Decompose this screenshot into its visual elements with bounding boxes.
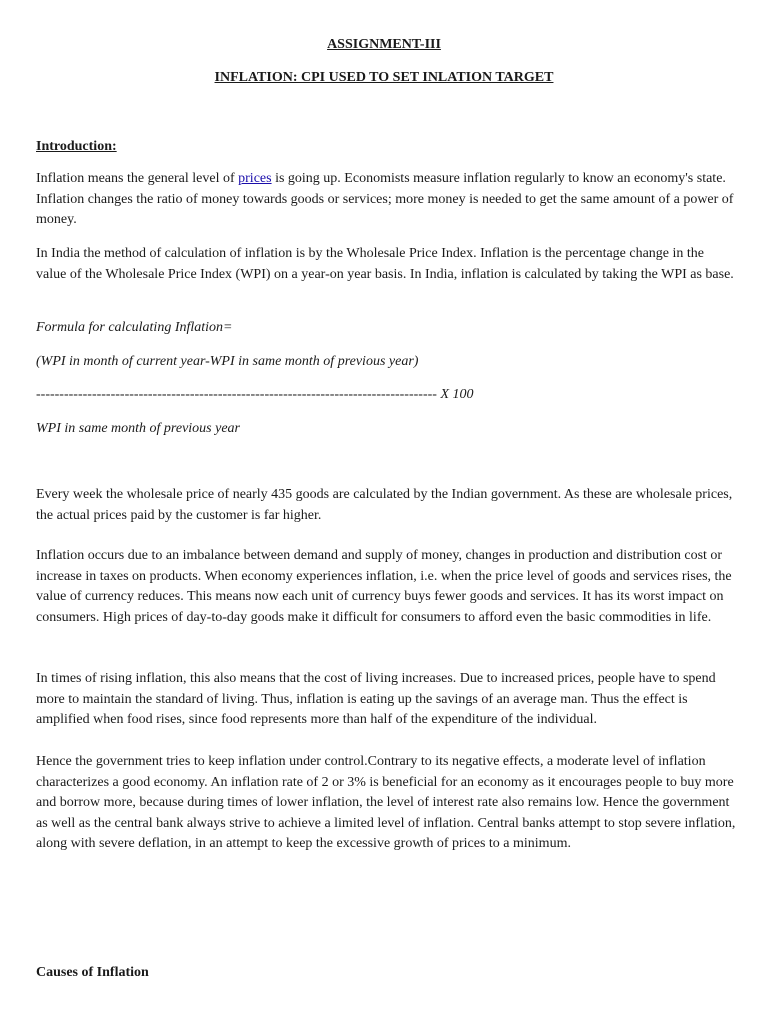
prices-link[interactable]: prices (238, 171, 272, 186)
paragraph-india-method: In India the method of calculation of inflation is by the Wholesale Price Index. Inflation is the percentage change in the value of the Wholesale Price Index (WPI) on a year-on year basis. In India, inflation is calculated by taking the WPI as base. (36, 246, 734, 282)
formula-numerator: (WPI in month of current year-WPI in same month of previous year) (36, 354, 419, 369)
formula-label: Formula for calculating Inflation= (36, 320, 233, 335)
paragraph-government-control: Hence the government tries to keep inflation under control.Contrary to its negative effects, a moderate level of inflation characterizes a good economy. An inflation rate of 2 or 3% is beneficial for an economy as it encourages people to buy more and borrow more, because during times of lower inflation, the level of interest rate also remains low. Hence the government as well as the central bank always strive to achieve a limited level of inflation. Central banks attempt to stop severe inflation, along with severe deflation, in an attempt to keep the excessive growth of prices to a minimum. (36, 754, 736, 851)
paragraph-text: is going up. Economists measure inflation regularly to know an economy's state. Inflation changes the ratio of money towards goods or services; more money is needed to get the same amount of a power of money. (36, 171, 734, 227)
introduction-heading: Introduction: (36, 139, 117, 154)
paragraph-weekly-prices: Every week the wholesale price of nearly 435 goods are calculated by the Indian government. As these are wholesale prices, the actual prices paid by the customer is far higher. (36, 487, 733, 523)
formula-denominator: WPI in same month of previous year (36, 421, 240, 436)
paragraph-cost-of-living: In times of rising inflation, this also means that the cost of living increases. Due to increased prices, people have to spend more to maintain the standard of living. Thus, inflation is eating up the savings of an average man. Thus the effect is amplified when food rises, since food represents more than half of the expenditure of the individual. (36, 671, 716, 727)
document-subtitle: INFLATION: CPI USED TO SET INLATION TARGET (214, 70, 554, 85)
assignment-title: ASSIGNMENT-III (327, 37, 441, 52)
paragraph-text: Inflation means the general level of (36, 171, 239, 186)
causes-heading: Causes of Inflation (36, 965, 149, 980)
paragraph-inflation-definition (36, 169, 736, 231)
paragraph-inflation-causes: Inflation occurs due to an imbalance between demand and supply of money, changes in production and distribution cost or increase in taxes on products. When economy experiences inflation, i.e. when the price level of goods and services rises, the value of currency reduces. This means now each unit of currency buys fewer goods and services. It has its worst impact on consumers. High prices of day-to-day goods make it difficult for consumers to afford even the basic commodities in life. (36, 548, 732, 625)
formula-fraction-line: -------------------------------------------------------------------------------------- X 100 (36, 387, 474, 402)
